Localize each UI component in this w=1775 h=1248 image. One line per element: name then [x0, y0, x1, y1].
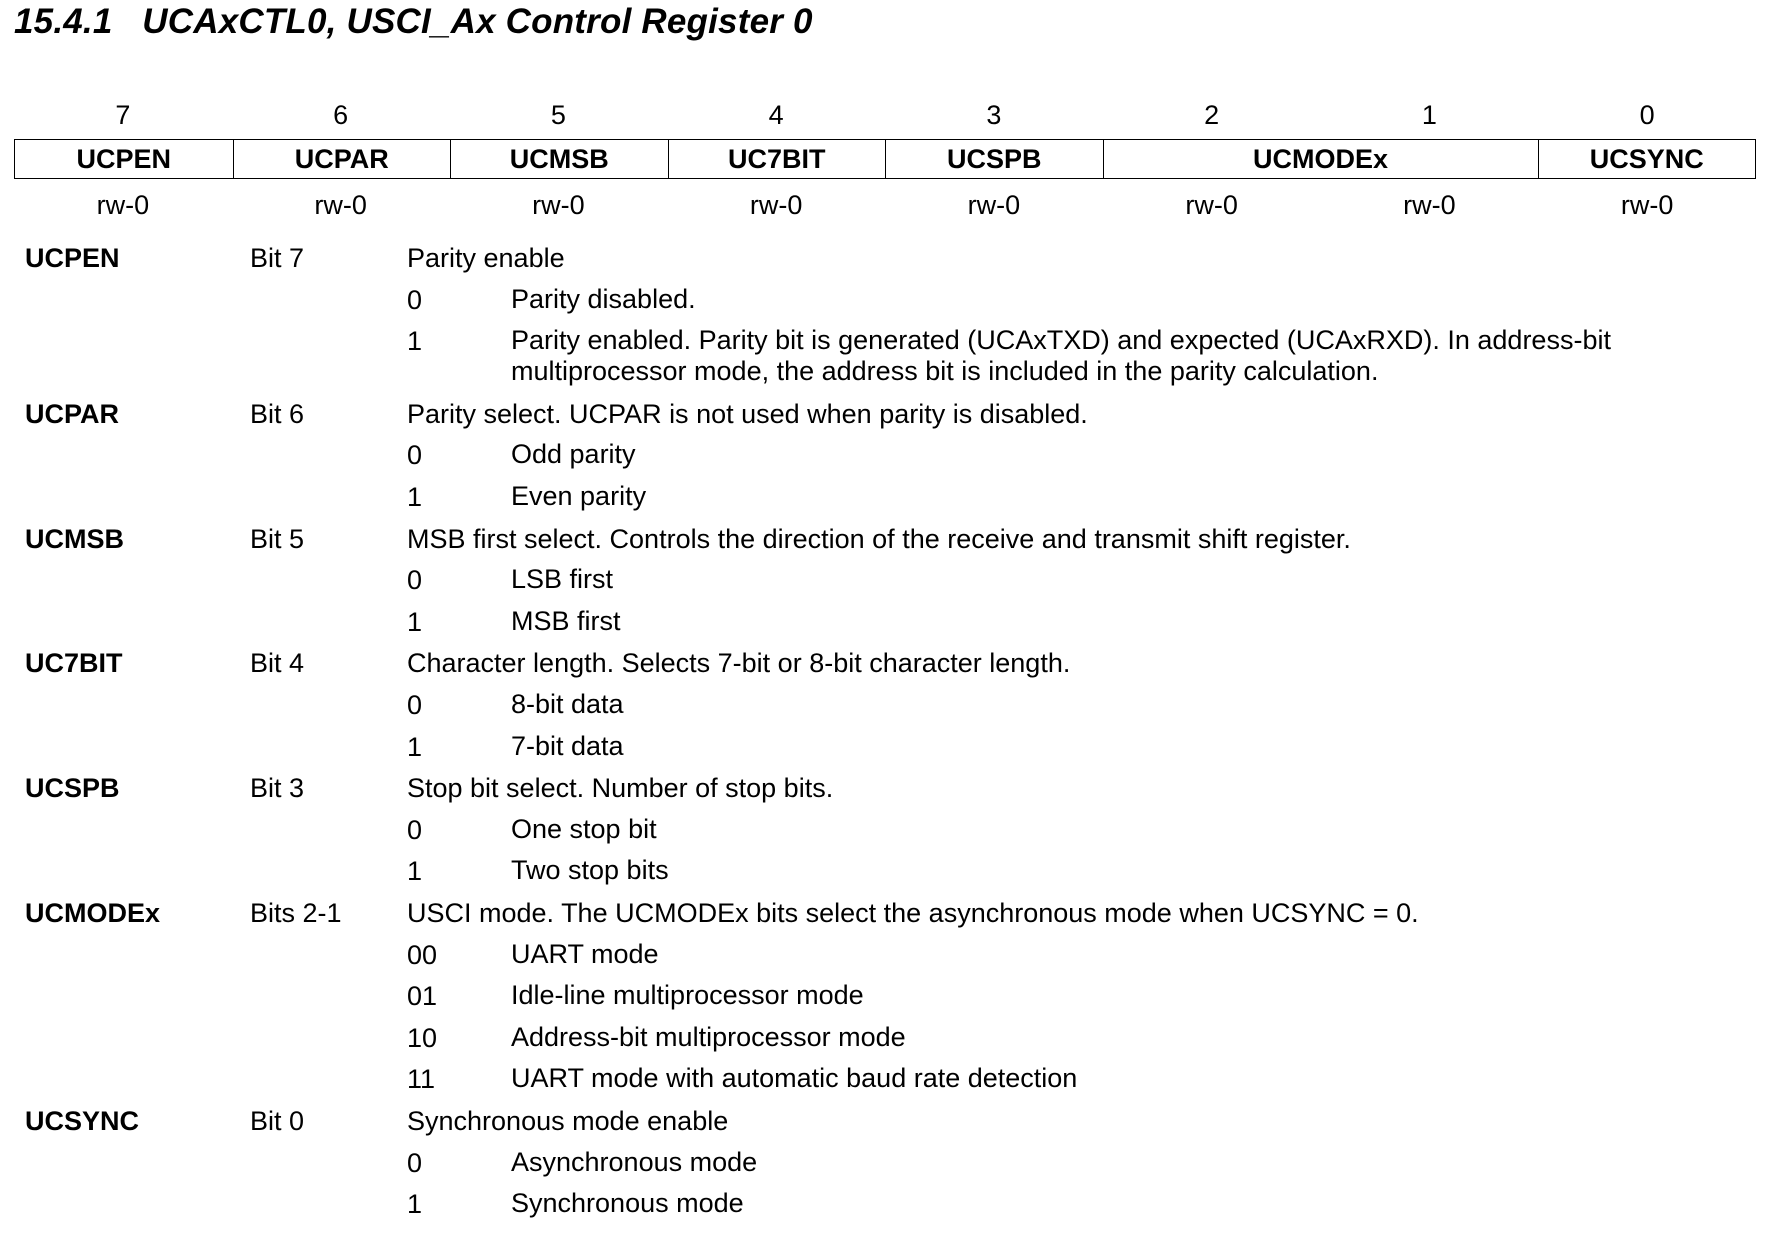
access-type: rw-0 — [1620, 190, 1674, 220]
value-description: Address-bit multiprocessor mode — [511, 1021, 906, 1052]
access-type: rw-0 — [967, 190, 1021, 220]
value-description: LSB first — [511, 564, 614, 595]
value-code: 0 — [407, 284, 423, 315]
field-description: USCI mode. The UCMODEx bits select the asynchronous mode when UCSYNC = 0. — [407, 898, 1419, 928]
value-code: 1 — [407, 1189, 423, 1220]
field-description: Parity select. UCPAR is not used when parity is disabled. — [407, 398, 1088, 429]
field-bits: Bits 2-1 — [250, 898, 342, 928]
bit-number: 5 — [550, 100, 566, 130]
value-description: 7-bit data — [511, 730, 624, 761]
access-type: rw-0 — [749, 190, 803, 220]
register-field-ucsync: UCSYNC — [1538, 140, 1756, 178]
value-code: 10 — [407, 1022, 438, 1053]
bit-number-row — [14, 98, 1756, 134]
field-description: Parity enable — [407, 243, 565, 273]
value-description: One stop bit — [511, 813, 657, 844]
field-bits: Bit 5 — [250, 523, 305, 554]
value-code: 1 — [407, 731, 423, 762]
access-row — [14, 188, 1756, 224]
bit-number: 3 — [986, 100, 1002, 130]
value-description: Parity enabled. Parity bit is generated (UCAxTXD) and expected (UCAxRXD). In address-bit multiprocessor mode, the address bit is included in the parity calculation. — [511, 325, 1611, 387]
register-field-ucpen: UCPEN — [76, 143, 171, 174]
field-bits: Bit 6 — [250, 398, 305, 429]
value-code: 0 — [407, 440, 423, 471]
bit-number: 0 — [1639, 100, 1655, 130]
bit-number: 4 — [768, 100, 784, 130]
access-type: rw-0 — [532, 190, 585, 220]
field-bits: Bit 0 — [250, 1106, 305, 1136]
register-field-ucspb: UCSPB — [885, 140, 1103, 178]
field-name: UCSPB — [25, 773, 120, 804]
register-field-row — [14, 139, 1756, 179]
field-name: UCPAR — [25, 398, 119, 429]
field-bits: Bit 4 — [250, 648, 305, 679]
value-code: 1 — [407, 326, 423, 357]
value-description: Even parity — [511, 481, 647, 511]
field-description: Character length. Selects 7-bit or 8-bit character length. — [407, 648, 1071, 679]
value-code: 1 — [407, 606, 423, 637]
field-description: Synchronous mode enable — [407, 1106, 729, 1136]
value-description: Synchronous mode — [511, 1188, 744, 1219]
page-title: 15.4.1 UCAxCTL0, USCI_Ax Control Register 0 — [14, 2, 813, 41]
value-description: 8-bit data — [511, 689, 624, 719]
field-description: Stop bit select. Number of stop bits. — [407, 773, 834, 804]
value-code: 0 — [407, 565, 423, 596]
value-description: Idle-line multiprocessor mode — [511, 980, 864, 1011]
value-description: Parity disabled. — [511, 283, 696, 314]
access-type: rw-0 — [314, 190, 367, 220]
field-description: MSB first select. Controls the direction of the receive and transmit shift register. — [407, 523, 1351, 554]
access-type: rw-0 — [96, 190, 150, 220]
value-code: 1 — [407, 482, 423, 512]
access-type: rw-0 — [1185, 190, 1238, 220]
field-bits: Bit 7 — [250, 243, 305, 273]
register-field-uc7bit: UC7BIT — [668, 140, 886, 178]
field-name: UCMODEx — [25, 898, 161, 928]
value-code: 0 — [407, 814, 423, 845]
value-description: Asynchronous mode — [511, 1146, 758, 1177]
value-description: Two stop bits — [511, 855, 669, 886]
bit-number: 1 — [1421, 100, 1437, 130]
field-name: UCPEN — [25, 243, 120, 273]
value-code: 1 — [407, 856, 423, 887]
value-code: 11 — [407, 1064, 436, 1095]
value-code: 00 — [407, 939, 438, 970]
value-description: UART mode with automatic baud rate detection — [511, 1063, 1078, 1094]
field-name: UC7BIT — [25, 648, 123, 679]
register-field-ucmsb: UCMSB — [450, 140, 668, 178]
value-description: Odd parity — [511, 439, 636, 470]
register-field-ucmodex: UCMODEx — [1103, 140, 1538, 178]
access-type: rw-0 — [1403, 190, 1456, 220]
value-description: UART mode — [511, 938, 659, 969]
value-code: 0 — [407, 690, 423, 720]
register-field-ucpar: UCPAR — [233, 140, 451, 178]
bit-number: 7 — [115, 100, 131, 130]
value-code: 0 — [407, 1147, 423, 1178]
value-code: 01 — [407, 981, 438, 1012]
field-bits: Bit 3 — [250, 773, 305, 804]
bit-number: 2 — [1204, 100, 1220, 130]
value-description: MSB first — [511, 605, 621, 636]
bit-number: 6 — [333, 100, 349, 130]
field-name: UCMSB — [25, 523, 124, 554]
field-name: UCSYNC — [25, 1106, 140, 1136]
